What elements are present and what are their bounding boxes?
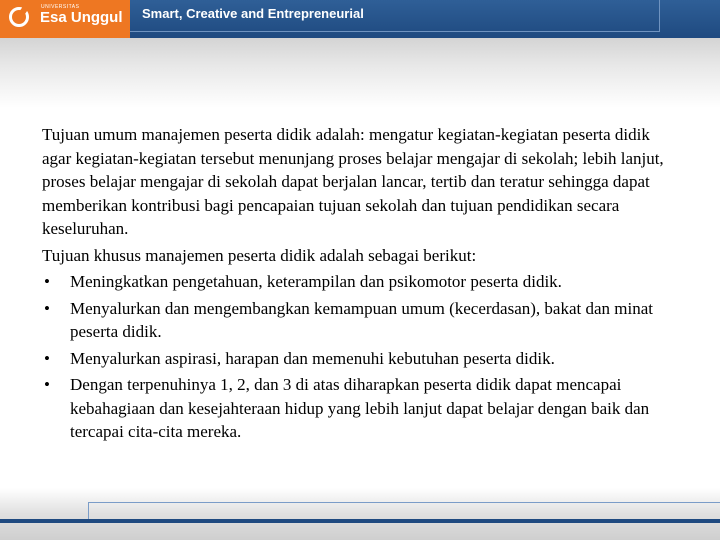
slide-content bbox=[42, 123, 682, 447]
logo-name: Esa Unggul bbox=[40, 9, 123, 26]
bullet-icon: • bbox=[44, 272, 50, 291]
specific-goals-list bbox=[42, 270, 682, 444]
list-item-text: Menyalurkan aspirasi, harapan dan memenuhi kebutuhan peserta didik. bbox=[70, 348, 555, 368]
header-shadow-band bbox=[0, 38, 720, 108]
list-item bbox=[42, 373, 682, 444]
bullet-icon: • bbox=[44, 375, 50, 394]
logo-subtitle: UNIVERSITAS bbox=[41, 4, 80, 10]
footer-band bbox=[0, 488, 720, 540]
tagline: Smart, Creative and Entrepreneurial bbox=[142, 6, 364, 21]
footer-vertical-divider bbox=[88, 502, 89, 520]
header-vertical-divider bbox=[659, 0, 660, 32]
list-item-text: Dengan terpenuhinya 1, 2, dan 3 di atas diharapkan peserta didik dapat mencapai kebahagiaan dan kesejahteraan hidup yang lebih lanjut dapat belajar dengan baik dan tercapai cita-cita mereka. bbox=[70, 375, 650, 441]
paragraph-general-goal: Tujuan umum manajemen peserta didik adalah: mengatur kegiatan-kegiatan peserta didik agar kegiatan-kegiatan tersebut menunjang proses belajar mengajar di sekolah; lebih lanjut, proses belajar mengajar di sekolah dapat berjalan lancar, tertib dan teratur sehingga dapat memberikan kontribusi bagi pencapaian tujuan sekolah dan tujuan pendidikan secara keseluruhan. bbox=[42, 125, 664, 238]
list-item bbox=[42, 297, 682, 344]
bullet-icon: • bbox=[44, 348, 50, 368]
esa-unggul-logo-icon bbox=[9, 7, 29, 27]
bullet-icon: • bbox=[44, 298, 50, 318]
list-item bbox=[42, 270, 682, 294]
footer-bar bbox=[0, 519, 720, 523]
header-divider bbox=[130, 31, 660, 32]
logo bbox=[0, 0, 130, 38]
footer-divider bbox=[88, 502, 720, 503]
list-item bbox=[42, 347, 682, 371]
list-item-text: Meningkatkan pengetahuan, keterampilan dan psikomotor peserta didik. bbox=[70, 272, 562, 291]
list-item-text: Menyalurkan dan mengembangkan kemampuan umum (kecerdasan), bakat dan minat peserta didik. bbox=[70, 298, 653, 341]
paragraph-specific-goal-intro: Tujuan khusus manajemen peserta didik adalah sebagai berikut: bbox=[42, 245, 477, 265]
header-bar bbox=[0, 0, 720, 38]
